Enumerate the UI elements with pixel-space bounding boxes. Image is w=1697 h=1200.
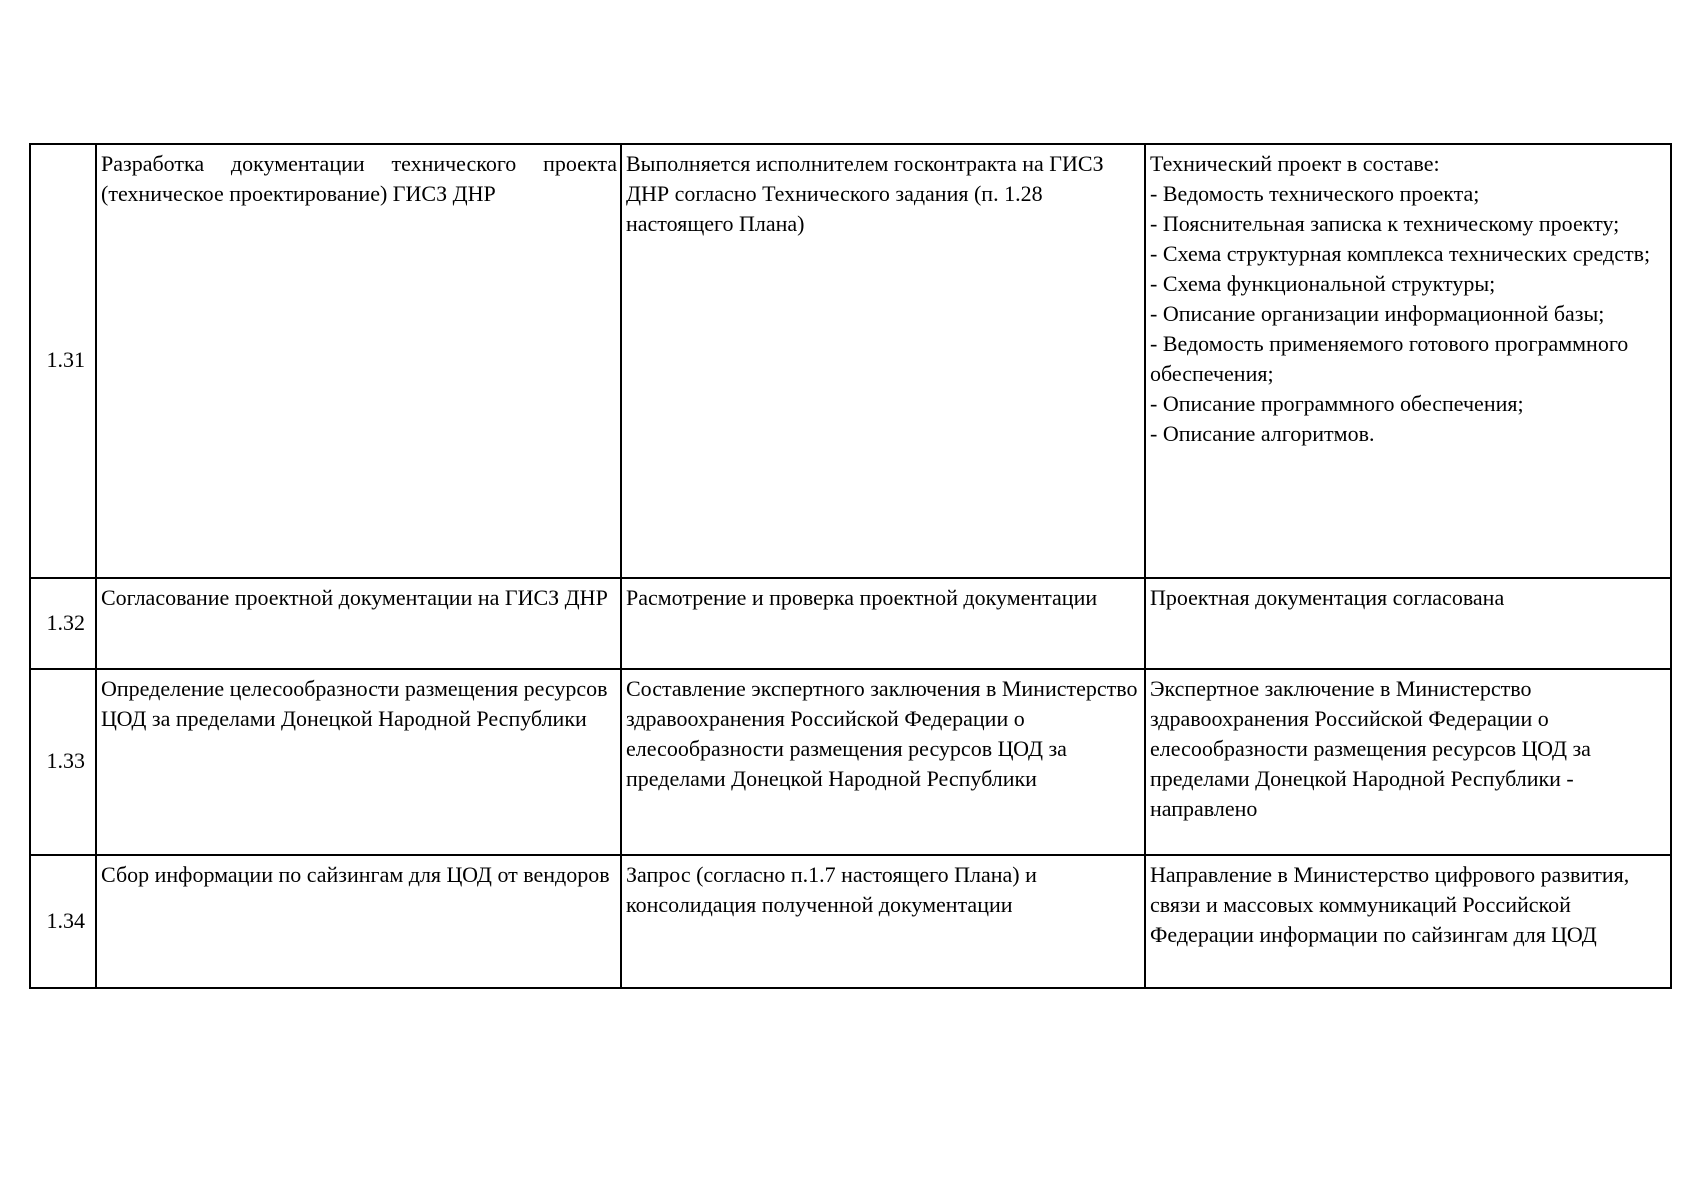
task-cell: Сбор информации по сайзингам для ЦОД от вендоров [96, 855, 621, 988]
result-line: - Описание организации информационной базы; [1150, 301, 1605, 326]
row-number: 1.34 [30, 855, 96, 988]
result-line: - Пояснительная записка к техническому проекту; [1150, 211, 1620, 236]
result-line: - Ведомость применяемого готового программного обеспечения; [1150, 331, 1629, 386]
result-cell [1145, 144, 1671, 578]
row-number: 1.33 [30, 669, 96, 855]
action-cell: Выполняется исполнителем госконтракта на ГИСЗ ДНР согласно Технического задания (п. 1.28 настоящего Плана) [621, 144, 1145, 578]
row-number: 1.32 [30, 578, 96, 669]
task-cell: Разработка документации технического проекта (техническое проектирование) ГИСЗ ДНР [96, 144, 621, 578]
result-cell: Направление в Министерство цифрового развития, связи и массовых коммуникаций Российской Федерации информации по сайзингам для ЦОД [1145, 855, 1671, 988]
task-cell: Определение целесообразности размещения ресурсов ЦОД за пределами Донецкой Народной Республики [96, 669, 621, 855]
result-line: - Ведомость технического проекта; [1150, 181, 1480, 206]
table-row [30, 669, 1671, 855]
plan-table [29, 143, 1672, 989]
table-row [30, 855, 1671, 988]
action-cell: Расмотрение и проверка проектной документации [621, 578, 1145, 669]
result-cell: Экспертное заключение в Министерство здравоохранения Российской Федерации о елесообразности размещения ресурсов ЦОД за пределами Донецкой Народной Республики - направлено [1145, 669, 1671, 855]
result-line: - Описание алгоритмов. [1150, 421, 1375, 446]
row-number: 1.31 [30, 144, 96, 578]
table-row [30, 144, 1671, 578]
action-cell: Составление экспертного заключения в Министерство здравоохранения Российской Федерации о елесообразности размещения ресурсов ЦОД за пределами Донецкой Народной Республики [621, 669, 1145, 855]
action-cell: Запрос (согласно п.1.7 настоящего Плана) и консолидация полученной документации [621, 855, 1145, 988]
table-row [30, 578, 1671, 669]
result-line: - Схема функциональной структуры; [1150, 271, 1496, 296]
result-line: - Схема структурная комплекса технических средств; [1150, 241, 1651, 266]
task-cell: Согласование проектной документации на ГИСЗ ДНР [96, 578, 621, 669]
result-line: - Описание программного обеспечения; [1150, 391, 1524, 416]
result-cell: Проектная документация согласована [1145, 578, 1671, 669]
result-line: Технический проект в составе: [1150, 151, 1440, 176]
